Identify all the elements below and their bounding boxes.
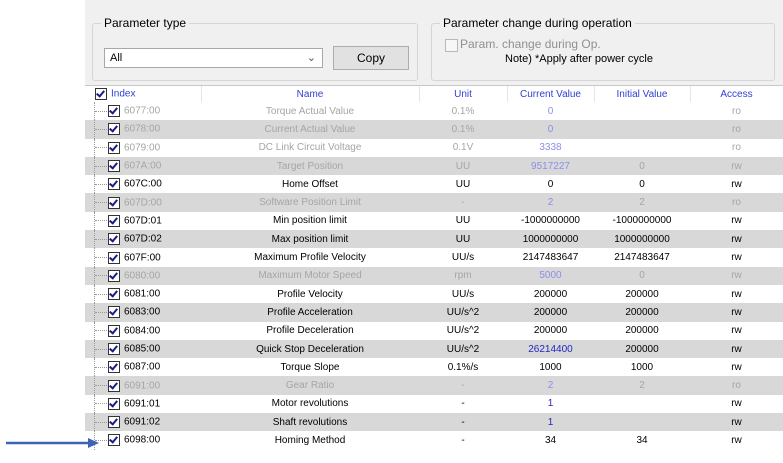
row-checkbox[interactable]: [108, 361, 120, 373]
name-cell: DC Link Circuit Voltage: [258, 142, 362, 154]
initial-value-cell[interactable]: [594, 102, 690, 120]
index-cell[interactable]: [85, 139, 201, 157]
initial-value-cell[interactable]: 1000000000: [594, 230, 690, 248]
current-value-cell[interactable]: 200000: [507, 303, 594, 321]
index-cell[interactable]: [85, 431, 201, 449]
access-cell: rw: [690, 413, 783, 431]
name-cell: Target Position: [201, 157, 419, 175]
initial-value-cell[interactable]: 200000: [594, 303, 690, 321]
unit-cell: UU/s: [451, 288, 475, 300]
current-value-cell[interactable]: 2147483647: [522, 252, 579, 264]
index-cell[interactable]: [85, 340, 201, 358]
row-checkbox[interactable]: [108, 178, 120, 190]
column-header-access[interactable]: Access: [690, 86, 783, 102]
row-checkbox[interactable]: [108, 215, 120, 227]
index-cell[interactable]: [85, 285, 201, 303]
row-checkbox[interactable]: [108, 142, 120, 154]
row-checkbox[interactable]: [108, 380, 120, 392]
access-cell: rw: [731, 215, 742, 227]
param-change-label: Param. change during Op.: [460, 37, 601, 51]
table-row[interactable]: [85, 395, 783, 413]
index-cell[interactable]: [85, 248, 201, 266]
table-row[interactable]: [85, 431, 783, 449]
table-row[interactable]: [85, 340, 783, 358]
unit-cell: 0.1%: [451, 105, 475, 117]
unit-cell: 0.1%/s: [447, 361, 479, 373]
index-cell[interactable]: [85, 303, 201, 321]
name-cell: Home Offset: [282, 178, 338, 190]
initial-value-cell[interactable]: 0: [639, 178, 645, 190]
unit-cell: UU: [455, 178, 471, 190]
column-header-name[interactable]: Name: [201, 86, 419, 102]
table-row[interactable]: [85, 102, 783, 120]
index-cell[interactable]: [85, 212, 201, 230]
table-row[interactable]: [85, 139, 783, 157]
index-cell[interactable]: [85, 358, 201, 376]
name-cell: Gear Ratio: [201, 376, 419, 394]
initial-value-cell[interactable]: [594, 120, 690, 138]
unit-cell: -: [419, 376, 507, 394]
name-cell: Maximum Profile Velocity: [254, 252, 366, 264]
current-value-cell[interactable]: 1: [507, 413, 594, 431]
access-cell: ro: [732, 105, 741, 117]
row-checkbox[interactable]: [108, 252, 120, 264]
initial-value-cell[interactable]: [594, 395, 690, 413]
current-value-cell[interactable]: 0: [507, 120, 594, 138]
current-value-cell[interactable]: 1000: [539, 361, 562, 373]
access-cell: rw: [731, 398, 742, 410]
current-value-cell[interactable]: 5000: [507, 267, 594, 285]
access-cell: rw: [690, 340, 783, 358]
index-text: 607F:00: [124, 252, 161, 264]
name-cell: Quick Stop Deceleration: [201, 340, 419, 358]
name-cell: Torque Actual Value: [265, 105, 355, 117]
name-cell: Software Position Limit: [201, 193, 419, 211]
access-cell: rw: [731, 325, 742, 337]
copy-button[interactable]: Copy: [333, 46, 409, 70]
unit-cell: -: [419, 193, 507, 211]
row-checkbox[interactable]: [108, 416, 120, 428]
index-text: 607D:01: [124, 215, 162, 227]
current-value-cell[interactable]: 200000: [533, 288, 568, 300]
table-row[interactable]: [85, 376, 783, 394]
index-cell[interactable]: [85, 193, 201, 211]
initial-value-cell[interactable]: 0: [594, 157, 690, 175]
table-row[interactable]: [85, 285, 783, 303]
table-row[interactable]: [85, 248, 783, 266]
unit-cell: UU: [419, 157, 507, 175]
initial-value-cell[interactable]: 2: [594, 376, 690, 394]
unit-cell: UU: [455, 215, 471, 227]
name-cell: Motor revolutions: [271, 398, 349, 410]
access-cell: ro: [690, 193, 783, 211]
row-checkbox[interactable]: [108, 233, 120, 245]
unit-cell: 0.1V: [452, 142, 474, 154]
row-checkbox[interactable]: [108, 434, 120, 446]
index-text: 607D:02: [124, 233, 162, 245]
current-value-cell[interactable]: 1000000000: [507, 230, 594, 248]
index-text: 6080:00: [124, 270, 161, 282]
column-header-current-value[interactable]: Current Value: [507, 86, 594, 102]
name-cell: Shaft revolutions: [201, 413, 419, 431]
unit-cell: 0.1%: [419, 120, 507, 138]
access-cell: rw: [731, 252, 742, 264]
name-cell: Maximum Motor Speed: [201, 267, 419, 285]
index-cell[interactable]: [85, 157, 201, 175]
initial-value-cell[interactable]: 0: [594, 267, 690, 285]
table-row[interactable]: [85, 120, 783, 138]
initial-value-cell[interactable]: 2147483647: [614, 252, 670, 264]
name-cell: Homing Method: [274, 434, 346, 446]
access-cell: ro: [732, 142, 741, 154]
pointer-arrow: [0, 437, 100, 449]
column-header-unit[interactable]: Unit: [419, 86, 507, 102]
index-text: 6085:00: [124, 343, 161, 355]
index-cell[interactable]: [85, 322, 201, 340]
current-value-cell[interactable]: 2: [507, 376, 594, 394]
name-cell: Current Actual Value: [201, 120, 419, 138]
unit-cell: UU: [419, 230, 507, 248]
table-row[interactable]: [85, 413, 783, 431]
index-text: 6098:00: [124, 434, 161, 446]
initial-value-cell[interactable]: 34: [636, 434, 648, 446]
unit-cell: -: [419, 413, 507, 431]
parameter-type-title: Parameter type: [101, 16, 189, 30]
index-text: 6091:02: [124, 416, 161, 428]
table-row[interactable]: [85, 303, 783, 321]
table-row[interactable]: [85, 230, 783, 248]
select-all-checkbox[interactable]: [95, 88, 107, 100]
row-checkbox[interactable]: [108, 197, 120, 209]
access-cell: ro: [690, 120, 783, 138]
index-cell[interactable]: [85, 230, 201, 248]
index-cell[interactable]: [85, 175, 201, 193]
row-checkbox[interactable]: [108, 306, 120, 318]
current-value-cell[interactable]: 2: [507, 193, 594, 211]
access-cell: rw: [731, 178, 742, 190]
column-header-initial-value[interactable]: Initial Value: [594, 86, 690, 102]
access-cell: rw: [690, 157, 783, 175]
table-header: [85, 86, 783, 102]
index-text: 607A:00: [124, 160, 162, 172]
name-cell: Min position limit: [273, 215, 347, 227]
chevron-down-icon: ⌄: [306, 52, 316, 64]
current-value-cell[interactable]: 0: [547, 178, 554, 190]
parameter-change-title: Parameter change during operation: [440, 16, 635, 30]
index-text: 6081:00: [124, 288, 161, 300]
index-text: 6087:00: [124, 361, 161, 373]
access-cell: ro: [690, 376, 783, 394]
unit-cell: rpm: [419, 267, 507, 285]
current-value-cell[interactable]: 26214400: [507, 340, 594, 358]
index-text: 607C:00: [124, 178, 162, 190]
initial-value-cell[interactable]: 200000: [594, 340, 690, 358]
index-text: 6077:00: [124, 105, 161, 117]
row-checkbox[interactable]: [108, 343, 120, 355]
index-cell[interactable]: [85, 267, 201, 285]
index-cell[interactable]: [85, 120, 201, 138]
current-value-cell[interactable]: 200000: [533, 325, 568, 337]
access-cell: rw: [690, 230, 783, 248]
parameter-filter-panel: [85, 0, 783, 85]
parameter-grid: [85, 85, 783, 463]
unit-cell: UU/s: [451, 252, 475, 264]
current-value-cell[interactable]: 0: [547, 105, 554, 117]
current-value-cell[interactable]: 34: [544, 434, 557, 446]
access-cell: rw: [731, 361, 742, 373]
index-text: 6084:00: [124, 325, 161, 337]
unit-cell: UU/s^2: [419, 340, 507, 358]
index-cell[interactable]: [85, 376, 201, 394]
unit-cell: -: [461, 398, 465, 410]
initial-value-cell[interactable]: -1000000000: [612, 215, 672, 227]
row-checkbox[interactable]: [108, 325, 120, 337]
current-value-cell[interactable]: 1: [547, 398, 554, 410]
access-cell: rw: [690, 267, 783, 285]
row-checkbox[interactable]: [108, 105, 120, 117]
parameter-type-select[interactable]: [104, 48, 323, 68]
row-checkbox[interactable]: [108, 123, 120, 135]
index-text: 6083:00: [124, 306, 161, 318]
initial-value-cell[interactable]: 200000: [625, 288, 659, 300]
unit-cell: UU/s^2: [419, 303, 507, 321]
unit-cell: UU/s^2: [446, 325, 480, 337]
initial-value-cell[interactable]: 2: [594, 193, 690, 211]
table-row[interactable]: [85, 212, 783, 230]
table-row[interactable]: [85, 157, 783, 175]
parameter-change-group: [431, 16, 775, 81]
index-cell[interactable]: [85, 395, 201, 413]
unit-cell: -: [461, 434, 465, 446]
current-value-cell[interactable]: -1000000000: [521, 215, 580, 227]
row-checkbox[interactable]: [108, 288, 120, 300]
initial-value-cell[interactable]: 1000: [630, 361, 654, 373]
index-cell[interactable]: [85, 413, 201, 431]
index-text: 6078:00: [124, 123, 161, 135]
current-value-cell[interactable]: 9517227: [507, 157, 594, 175]
row-checkbox[interactable]: [108, 270, 120, 282]
table-row[interactable]: [85, 322, 783, 340]
table-row[interactable]: [85, 267, 783, 285]
index-text: 6079:00: [124, 142, 161, 154]
index-text: 607D:00: [124, 197, 162, 209]
row-checkbox[interactable]: [108, 160, 120, 172]
access-cell: rw: [731, 288, 742, 300]
name-cell: Profile Velocity: [277, 288, 343, 300]
access-cell: rw: [731, 434, 742, 446]
index-text: 6091:00: [124, 380, 161, 392]
row-checkbox[interactable]: [108, 398, 120, 410]
parameter-table: [85, 86, 783, 450]
table-row[interactable]: [85, 193, 783, 211]
index-text: 6091:01: [124, 398, 161, 410]
table-row[interactable]: [85, 358, 783, 376]
column-header-index[interactable]: Index: [85, 86, 201, 102]
name-cell: Max position limit: [201, 230, 419, 248]
power-cycle-note: Note) *Apply after power cycle: [505, 53, 653, 65]
table-row[interactable]: [85, 175, 783, 193]
name-cell: Profile Deceleration: [266, 325, 354, 337]
initial-value-cell[interactable]: [594, 139, 690, 157]
index-cell[interactable]: [85, 102, 201, 120]
name-cell: Profile Acceleration: [201, 303, 419, 321]
parameter-type-value: All: [110, 52, 123, 64]
param-change-checkbox[interactable]: [445, 39, 458, 52]
access-cell: rw: [690, 303, 783, 321]
name-cell: Torque Slope: [280, 361, 340, 373]
current-value-cell[interactable]: 3338: [539, 142, 562, 154]
initial-value-cell[interactable]: 200000: [625, 325, 659, 337]
parameter-rows: [85, 102, 783, 450]
initial-value-cell[interactable]: [594, 413, 690, 431]
